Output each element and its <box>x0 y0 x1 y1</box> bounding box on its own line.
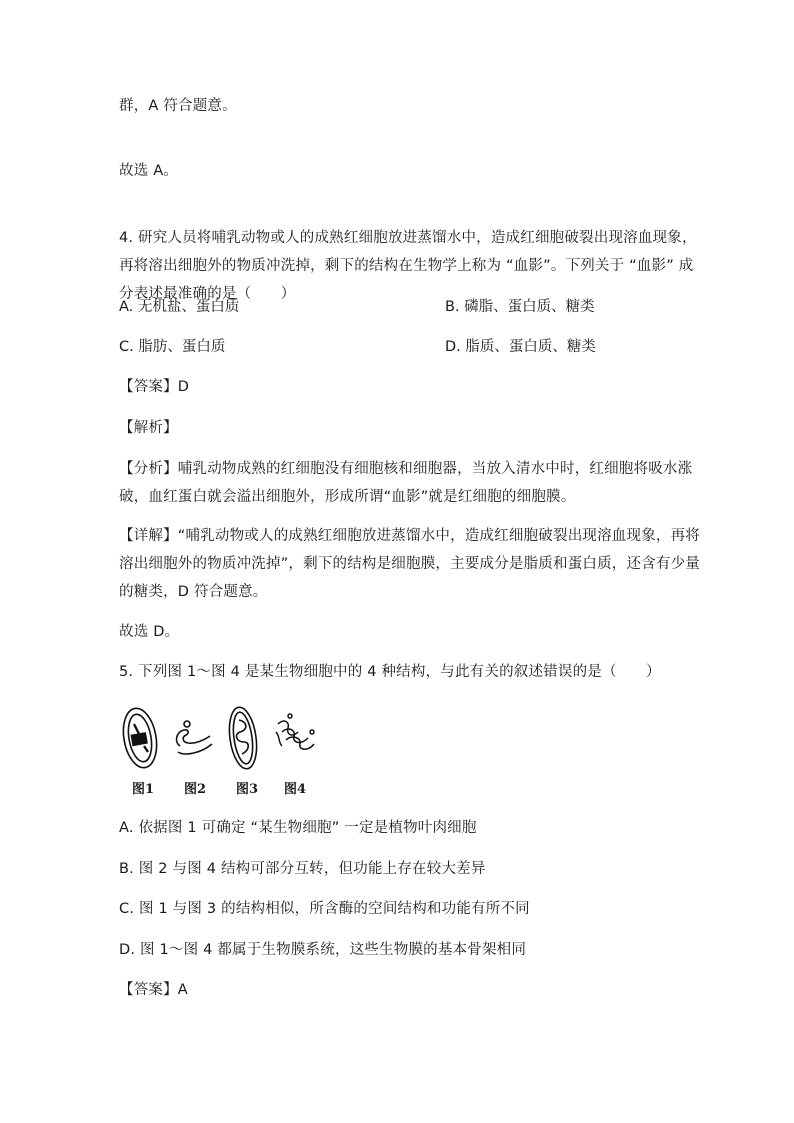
organelle-figure <box>118 702 338 798</box>
q4-option-d: D. 脂质、蛋白质、糖类 <box>445 339 596 355</box>
q5-option-b: B. 图 2 与图 4 结构可部分互转，但功能上存在较大差异 <box>119 861 486 877</box>
q4-option-b: B. 磷脂、蛋白质、糖类 <box>445 299 595 315</box>
text-line: 故选 D。 <box>119 624 180 640</box>
question-4-stem: 再将溶出细胞外的物质冲洗掉，剩下的结构在生物学上称为 “血影”。下列关于 “血影” 成 <box>119 258 694 274</box>
detail-4: 溶出细胞外的物质冲洗掉”，剩下的结构是细胞膜，主要成分是脂质和蛋白质，还含有少量 <box>119 556 701 572</box>
text-line: 群，A 符合题意。 <box>119 98 237 114</box>
detail-4: 的糖类，D 符合题意。 <box>119 584 268 600</box>
q4-option-a: A. 无机盐、蛋白质 <box>119 299 240 315</box>
answer-4: 【答案】D <box>119 379 190 395</box>
figure-3-mitochondrion <box>226 705 260 770</box>
figure-2-label: 图2 <box>184 782 207 797</box>
analysis-4: 破，血红蛋白就会溢出细胞外，形成所谓“血影”就是红细胞的细胞膜。 <box>119 489 576 505</box>
q5-option-c: C. 图 1 与图 3 的结构相似，所含酶的空间结构和功能有所不同 <box>119 901 530 917</box>
detail-4: 【详解】“哺乳动物或人的成熟红细胞放进蒸馏水中，造成红细胞破裂出现溶血现象，再将 <box>119 528 701 544</box>
question-5-stem: 5. 下列图 1～图 4 是某生物细胞中的 4 种结构，与此有关的叙述错误的是（ ） <box>119 664 661 680</box>
figure-2-er <box>177 721 212 754</box>
q5-option-a: A. 依据图 1 可确定 “某生物细胞” 一定是植物叶肉细胞 <box>119 820 477 836</box>
analysis-4: 【分析】哺乳动物成熟的红细胞没有细胞核和细胞器，当放入清水中时，红细胞将吸水涨 <box>119 461 693 477</box>
organelle-drawings <box>118 702 338 778</box>
q5-option-d: D. 图 1～图 4 都属于生物膜系统，这些生物膜的基本骨架相同 <box>119 942 527 958</box>
figure-4-golgi <box>276 714 314 749</box>
answer-5: 【答案】A <box>119 982 188 998</box>
figure-4-label: 图4 <box>284 782 307 797</box>
analysis-heading-4: 【解析】 <box>119 420 178 436</box>
question-4-stem: 4. 研究人员将哺乳动物或人的成熟红细胞放进蒸馏水中，造成红细胞破裂出现溶血现象， <box>119 230 697 246</box>
figure-1-chloroplast <box>119 706 161 771</box>
figure-3-label: 图3 <box>236 782 259 797</box>
figure-1-label: 图1 <box>132 782 155 797</box>
text-line: 故选 A。 <box>119 163 179 179</box>
q4-option-c: C. 脂肪、蛋白质 <box>119 339 226 355</box>
question-4-stem: 分表述最准确的是（ ） <box>119 286 296 302</box>
